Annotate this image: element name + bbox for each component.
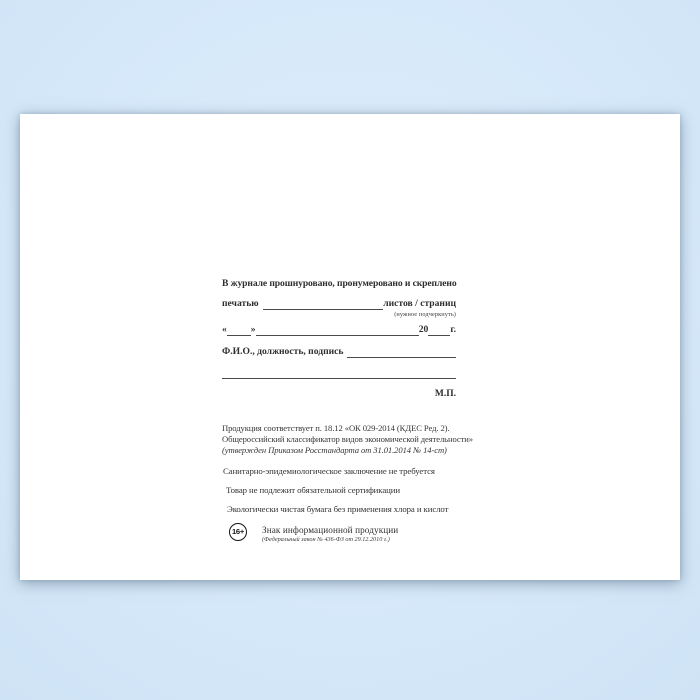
age-16-badge-icon: 16+ bbox=[229, 523, 247, 541]
year-suffix: г. bbox=[450, 324, 456, 335]
seal-blank-line bbox=[263, 298, 384, 310]
age-mark-law-note: (Федеральный закон № 436-ФЗ от 29.12.2010 г.) bbox=[262, 536, 390, 543]
quote-open: « bbox=[222, 324, 227, 335]
statement-sanitary: Санитарно-эпидемиологическое заключение не требуется bbox=[223, 466, 435, 476]
signature-blank-line bbox=[347, 346, 456, 358]
age-mark-row bbox=[222, 523, 456, 543]
binding-statement: В журнале прошнуровано, пронумеровано и скреплено bbox=[222, 278, 457, 289]
signature-label: Ф.И.О., должность, подпись bbox=[222, 346, 344, 357]
underline-note: (нужное подчеркнуть) bbox=[394, 311, 456, 318]
quote-close: » bbox=[250, 324, 256, 335]
compliance-line-3: (утвержден Приказом Росстандарта от 31.01.2014 № 14-ст) bbox=[222, 445, 447, 455]
statement-certification: Товар не подлежит обязательной сертификации bbox=[226, 485, 400, 495]
age-mark-label: Знак информационной продукции bbox=[262, 525, 399, 535]
signature-row bbox=[222, 346, 456, 358]
compliance-line-2: Общероссийский классификатор видов экономической деятельности» bbox=[222, 434, 473, 444]
statement-eco-paper: Экологически чистая бумага без применения хлора и кислот bbox=[227, 504, 449, 514]
separator-line bbox=[222, 368, 456, 379]
seal-label: печатью bbox=[222, 298, 259, 309]
year-prefix: 20 bbox=[418, 324, 429, 335]
compliance-line-1: Продукция соответствует п. 18.12 «ОК 029-2014 (КДЕС Ред. 2). bbox=[222, 423, 450, 433]
sheets-label: листов / страниц bbox=[383, 298, 456, 309]
month-blank-line bbox=[256, 324, 419, 336]
seal-sheets-row bbox=[222, 298, 456, 310]
day-blank-line bbox=[227, 324, 251, 336]
stamp-abbr: М.П. bbox=[434, 389, 456, 399]
date-row bbox=[222, 324, 456, 336]
certification-block bbox=[222, 278, 473, 558]
year-blank-line bbox=[428, 324, 450, 336]
age-mark-text bbox=[262, 525, 398, 543]
compliance-paragraph bbox=[222, 423, 473, 456]
journal-back-page bbox=[20, 114, 680, 580]
